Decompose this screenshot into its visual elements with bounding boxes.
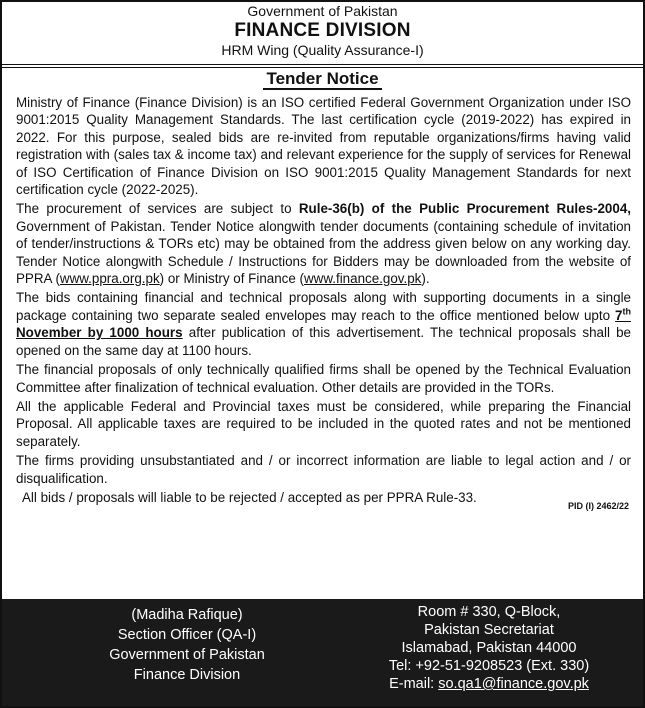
contact-footer <box>2 599 643 706</box>
paragraph-taxes: All the applicable Federal and Provincial taxes must be considered, while preparing the Financial Proposal. All applicable taxes are required to be included in the quoted rates and not be mentioned separately. <box>16 398 631 449</box>
procurement-text-start: The procurement of services are subject to <box>16 201 299 217</box>
government-heading: Government of Pakistan <box>247 3 398 19</box>
paragraph-financial-proposals: The financial proposals of only technically qualified firms shall be opened by the Technical Evaluation Committee after finalization of technical evaluation. Other details are provided in the TORs. <box>16 362 631 395</box>
rejection-line <box>16 489 631 511</box>
notice-header <box>2 2 643 59</box>
procurement-or-text: ) or Ministry of Finance ( <box>159 271 304 287</box>
officer-division: Finance Division <box>133 667 241 683</box>
telephone-number: Tel: +92-51-9208523 (Ext. 330) <box>388 658 590 674</box>
email-line <box>354 675 624 693</box>
paragraph-rejection: All bids / proposals will liable to be rejected / accepted as per PPRA Rule-33. <box>22 489 477 505</box>
ppra-website-link[interactable]: www.ppra.org.pk <box>59 271 160 287</box>
procurement-rule: Rule-36(b) of the Public Procurement Rules-2004, <box>298 201 631 217</box>
email-label: E-mail: <box>389 676 439 692</box>
tender-title-wrap <box>2 70 643 94</box>
officer-title: Section Officer (QA-I) <box>117 627 257 643</box>
division-heading: FINANCE DIVISION <box>234 20 411 41</box>
address-block <box>354 603 624 693</box>
paragraph-intro: Ministry of Finance (Finance Division) is an ISO certified Federal Government Organization under ISO 9001:2015 Quality Management Standards. The last certification cycle (2019-2022) has expired in 2022. For this purpose, sealed bids are re-invited from reputable organizations/firms having valid registration with (sales tax & income tax) and relevant experience for the supply of services for Renewal of ISO Certification of Finance Division on ISO 9001:2015 Quality Management Standards for next certification cycle (2022-2025). <box>16 95 631 198</box>
procurement-text-middle: Government of Pakistan. Tender Notice alongwith tender documents (containing schedule of invitation of tender/instructions & TORs etc) may be obtained from the address given below on any working day. Tender Notice alongwith Schedule / Instructions for Bidders may be downloaded from the website of PPRA ( <box>16 218 631 287</box>
header-divider <box>2 64 643 68</box>
address-room: Room # 330, Q-Block, <box>417 604 561 620</box>
notice-body <box>2 94 643 511</box>
officer-government: Government of Pakistan <box>109 647 265 663</box>
finance-website-link[interactable]: www.finance.gov.pk <box>304 271 422 287</box>
wing-heading: HRM Wing (Quality Assurance-I) <box>221 42 424 58</box>
officer-name: (Madiha Rafique) <box>131 607 243 623</box>
address-secretariat: Pakistan Secretariat <box>424 622 554 638</box>
deadline-day-suffix: th <box>622 306 631 317</box>
deadline-text: November by 1000 hours <box>16 325 183 341</box>
officer-block <box>62 605 312 685</box>
paragraph-disqualification: The firms providing unsubstantiated and / or incorrect information are liable to legal action and / or disqualification. <box>16 453 631 486</box>
submission-text-end: after publication of this advertisement. The technical proposals shall be opened on the same day at 1100 hours. <box>16 325 632 358</box>
pid-number: PID (I) 2462/22 <box>567 500 629 511</box>
procurement-text-end: ). <box>421 271 430 287</box>
email-link[interactable]: so.qa1@finance.gov.pk <box>438 676 589 692</box>
tender-title: Tender Notice <box>263 70 381 90</box>
paragraph-procurement <box>16 200 631 287</box>
address-city: Islamabad, Pakistan 44000 <box>401 640 577 656</box>
deadline-day: 7 <box>615 307 623 323</box>
submission-text-start: The bids containing financial and technical proposals along with supporting documents in a single package containing two separate sealed envelopes may reach to the office mentioned below upto <box>16 290 631 323</box>
paragraph-submission <box>16 289 631 359</box>
